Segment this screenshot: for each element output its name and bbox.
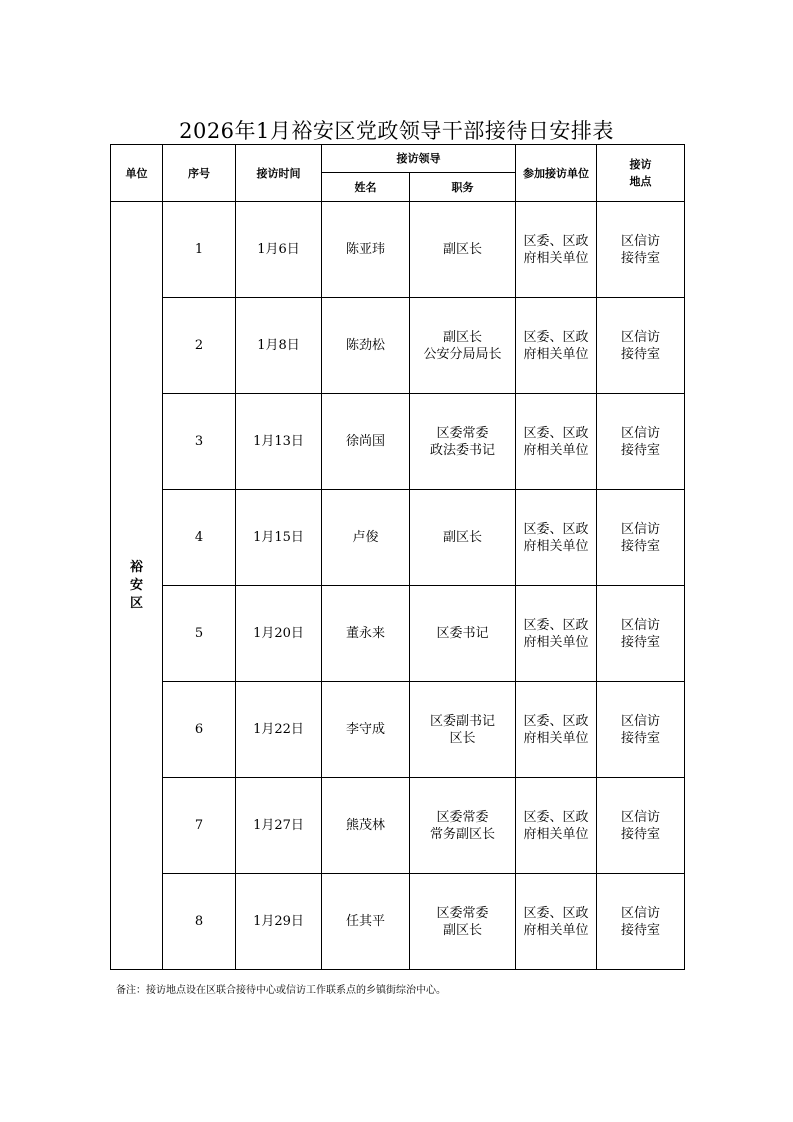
unit-label: 裕安区	[129, 559, 143, 611]
name-cell: 熊茂林	[322, 778, 410, 874]
name-cell: 卢俊	[322, 490, 410, 586]
place-cell: 区信访 接待室	[597, 778, 685, 874]
header-name: 姓名	[322, 173, 410, 202]
position-cell: 副区长 公安分局局长	[410, 298, 516, 394]
place-cell: 区信访 接待室	[597, 394, 685, 490]
seq-cell: 2	[163, 298, 236, 394]
table-row	[111, 490, 685, 586]
name-cell: 徐尚国	[322, 394, 410, 490]
table-row	[111, 586, 685, 682]
seq-cell: 3	[163, 394, 236, 490]
header-time: 接访时间	[236, 145, 322, 202]
unit-cell	[111, 202, 163, 970]
position-cell: 区委副书记 区长	[410, 682, 516, 778]
seq-cell: 1	[163, 202, 236, 298]
time-cell: 1月29日	[236, 874, 322, 970]
seq-cell: 8	[163, 874, 236, 970]
dept-cell: 区委、区政 府相关单位	[516, 298, 597, 394]
name-cell: 任其平	[322, 874, 410, 970]
time-cell: 1月13日	[236, 394, 322, 490]
schedule-body	[111, 202, 685, 970]
header-seq: 序号	[163, 145, 236, 202]
name-cell: 董永来	[322, 586, 410, 682]
dept-cell: 区委、区政 府相关单位	[516, 874, 597, 970]
position-cell: 区委常委 常务副区长	[410, 778, 516, 874]
header-place: 接访 地点	[597, 145, 685, 202]
header-dept: 参加接访单位	[516, 145, 597, 202]
dept-cell: 区委、区政 府相关单位	[516, 778, 597, 874]
position-cell: 区委书记	[410, 586, 516, 682]
time-cell: 1月22日	[236, 682, 322, 778]
dept-cell: 区委、区政 府相关单位	[516, 682, 597, 778]
place-cell: 区信访 接待室	[597, 874, 685, 970]
time-cell: 1月15日	[236, 490, 322, 586]
time-cell: 1月27日	[236, 778, 322, 874]
place-cell: 区信访 接待室	[597, 682, 685, 778]
seq-cell: 4	[163, 490, 236, 586]
dept-cell: 区委、区政 府相关单位	[516, 394, 597, 490]
name-cell: 陈劲松	[322, 298, 410, 394]
table-row	[111, 778, 685, 874]
seq-cell: 5	[163, 586, 236, 682]
dept-cell: 区委、区政 府相关单位	[516, 490, 597, 586]
dept-cell: 区委、区政 府相关单位	[516, 202, 597, 298]
header-position: 职务	[410, 173, 516, 202]
name-cell: 李守成	[322, 682, 410, 778]
table-row	[111, 202, 685, 298]
position-cell: 区委常委 副区长	[410, 874, 516, 970]
table-row	[111, 682, 685, 778]
schedule-table	[110, 144, 685, 970]
name-cell: 陈亚玮	[322, 202, 410, 298]
place-cell: 区信访 接待室	[597, 202, 685, 298]
place-cell: 区信访 接待室	[597, 586, 685, 682]
dept-cell: 区委、区政 府相关单位	[516, 586, 597, 682]
time-cell: 1月20日	[236, 586, 322, 682]
position-cell: 副区长	[410, 490, 516, 586]
seq-cell: 7	[163, 778, 236, 874]
table-row	[111, 874, 685, 970]
place-cell: 区信访 接待室	[597, 490, 685, 586]
header-leader: 接访领导	[322, 145, 516, 173]
time-cell: 1月8日	[236, 298, 322, 394]
table-row	[111, 298, 685, 394]
position-cell: 区委常委 政法委书记	[410, 394, 516, 490]
footnote: 备注：接访地点设在区联合接待中心或信访工作联系点的乡镇街综治中心。	[116, 985, 446, 996]
position-cell: 副区长	[410, 202, 516, 298]
place-cell: 区信访 接待室	[597, 298, 685, 394]
time-cell: 1月6日	[236, 202, 322, 298]
document-title: 2026年1月裕安区党政领导干部接待日安排表	[179, 119, 614, 143]
seq-cell: 6	[163, 682, 236, 778]
header-unit: 单位	[111, 145, 163, 202]
table-row	[111, 394, 685, 490]
